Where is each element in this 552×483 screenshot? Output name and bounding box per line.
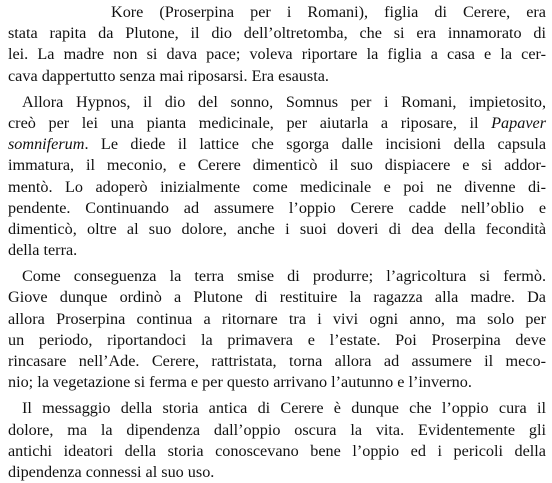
text-line: Il messaggio della storia antica di Cerere è dunque che l’oppio cura il	[22, 399, 546, 418]
paragraph-2	[8, 92, 546, 262]
text-line: cava dappertutto senza mai riposarsi. Era esausta.	[8, 66, 329, 85]
text-line: dipendenza connessi al suo uso.	[8, 462, 215, 481]
text-line: dimenticò, oltre al suo dolore, anche i suoi doveri di dea della fecondità	[8, 219, 546, 238]
italic-term: Papaver	[491, 113, 547, 132]
document-page	[8, 2, 546, 483]
text-line: Come conseguenza la terra smise di produrre; l’agricoltura si fermò.	[22, 267, 546, 286]
text-line: nio; la vegetazione si ferma e per questo arrivano l’autunno e l’inverno.	[8, 373, 472, 392]
text-line: un periodo, riportandoci la primavera e l’estate. Poi Proserpina deve	[8, 330, 546, 349]
italic-term: somniferum	[8, 135, 85, 154]
text-line: immatura, il meconio, e Cerere dimenticò il suo dispiacere e si addor-	[8, 156, 546, 175]
text-line: della terra.	[8, 241, 78, 260]
text-segment: creò per lei una pianta medicinale, per aiutarla a riposare, il	[8, 113, 479, 132]
text-line: Giove dunque ordinò a Plutone di restituire la ragazza alla madre. Da	[8, 288, 546, 307]
text-line-with-italic	[8, 134, 546, 155]
text-line: stata rapita da Plutone, il dio dell’oltretomba, che si era innamorato di	[8, 24, 546, 43]
text-line: rincasare nell’Ade. Cerere, rattristata, torna allora ad assumere il meco-	[8, 352, 546, 370]
paragraph-3	[8, 266, 546, 393]
text-line: lei. La madre non si dava pace; voleva riportare la figlia a casa e la cer-	[8, 45, 546, 64]
text-line-with-italic	[8, 113, 546, 134]
text-line: pendente. Continuando ad assumere l’oppio Cerere cadde nell’oblio e	[8, 198, 546, 217]
text-line: Kore (Proserpina per i Romani), figlia di Cerere, era	[111, 3, 546, 21]
text-line: allora Proserpina continua a ritornare tra i vivi ogni anno, ma solo per	[8, 309, 546, 328]
text-segment: . Le diede il lattice che sgorga dalle incisioni della capsula	[84, 135, 546, 154]
paragraph-1	[8, 2, 546, 87]
paragraph-4	[8, 398, 546, 483]
text-line: dolore, ma la dipendenza dall’oppio oscura la vita. Evidentemente gli	[8, 420, 546, 439]
text-line: mentò. Lo adoperò inizialmente come medicinale e poi ne divenne di-	[8, 177, 546, 196]
text-line: Allora Hypnos, il dio del sonno, Somnus per i Romani, impietosito,	[22, 92, 546, 111]
text-line: antichi ideatori della storia conoscevano bene l’oppio ed i pericoli della	[8, 441, 546, 460]
